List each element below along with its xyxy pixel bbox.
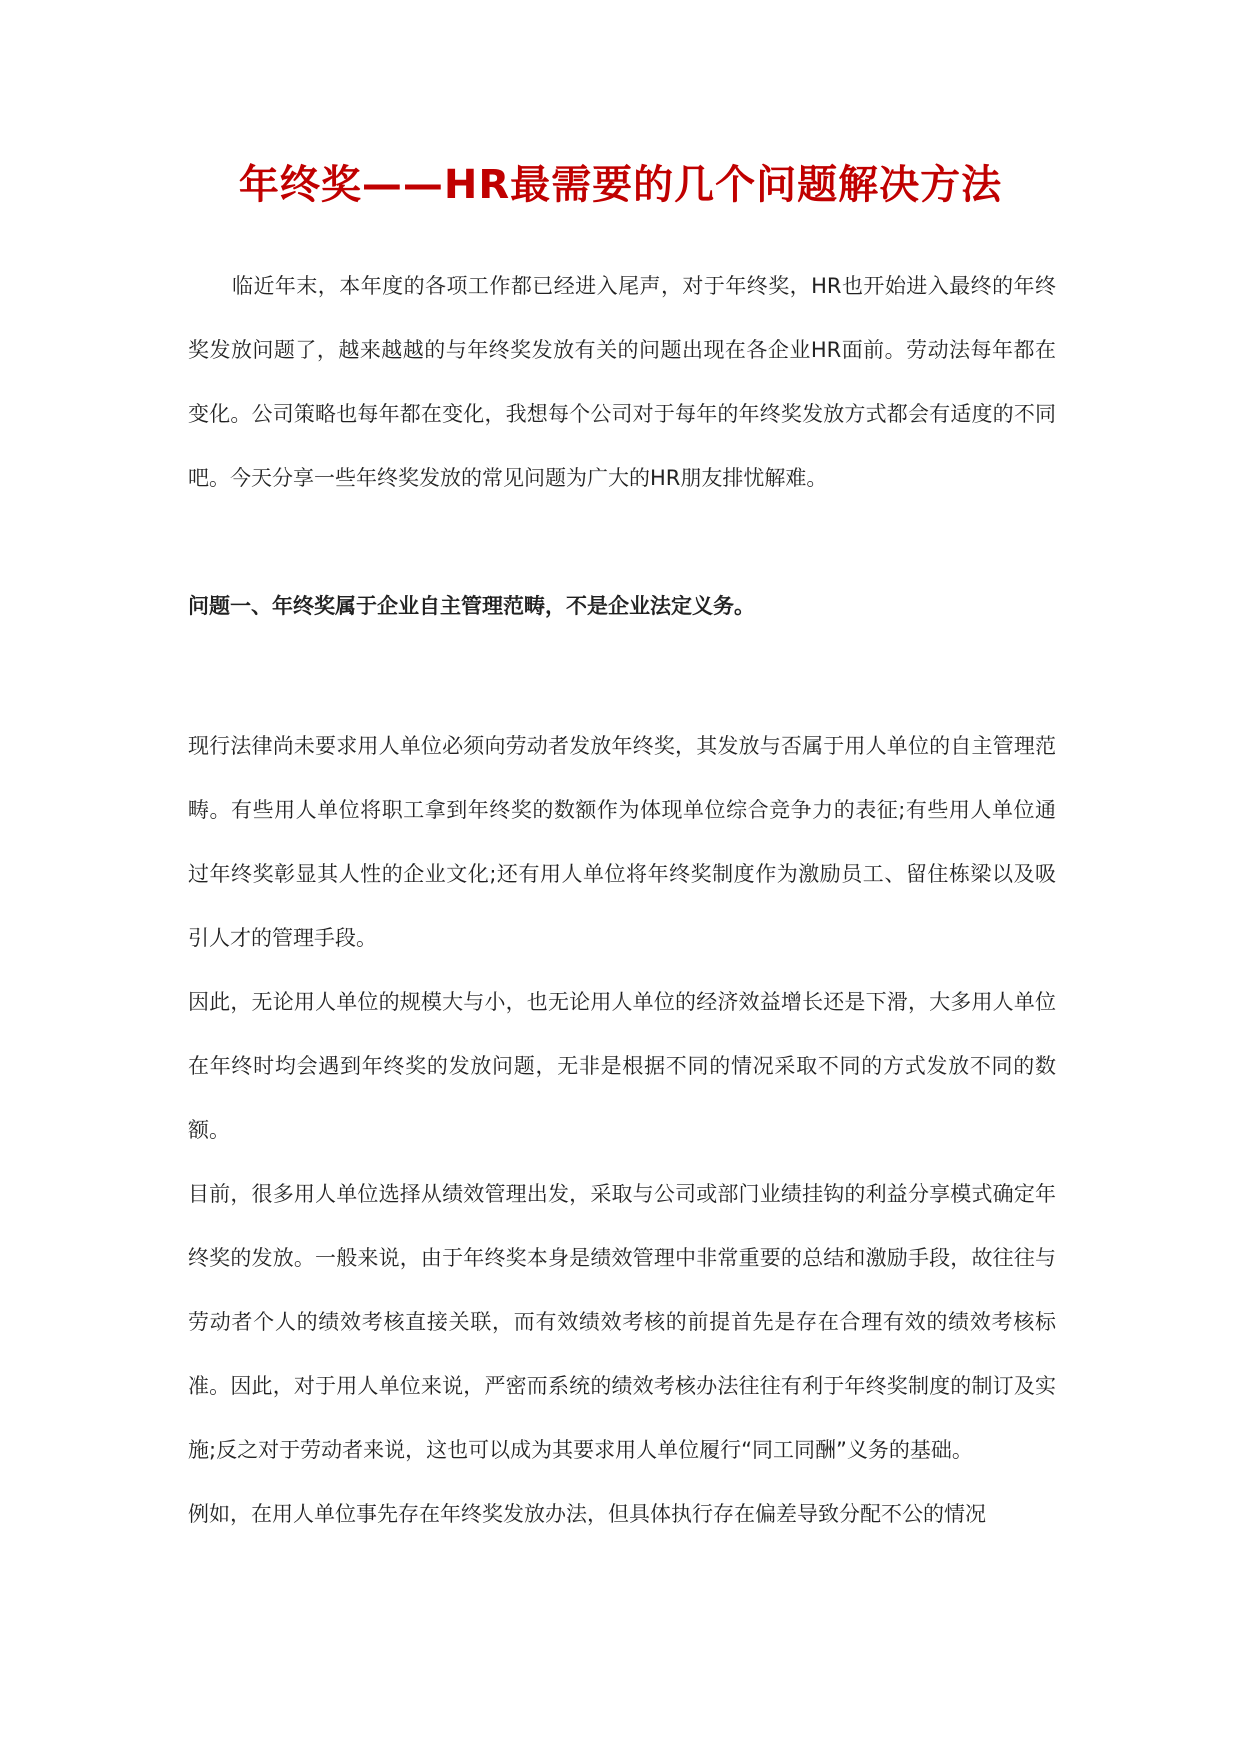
section-heading-1: 问题一、年终奖属于企业自主管理范畴，不是企业法定义务。 <box>188 594 755 618</box>
intro-paragraph: 临近年末，本年度的各项工作都已经进入尾声，对于年终奖，HR也开始进入最终的年终奖发放问题了，越来越越的与年终奖发放有关的问题出现在各企业HR面前。劳动法每年都在变化。公司策略也每年都在变化，我想每个公司对于每年的年终奖发放方式都会有适度的不同吧。今天分享一些年终奖发放的常见问题为广大的HR朋友排忧解难。 <box>188 274 1056 490</box>
body-paragraph-4: 例如，在用人单位事先存在年终奖发放办法，但具体执行存在偏差导致分配不公的情况 <box>188 1502 986 1526</box>
body-paragraph-2: 因此，无论用人单位的规模大与小，也无论用人单位的经济效益增长还是下滑，大多用人单位在年终时均会遇到年终奖的发放问题，无非是根据不同的情况采取不同的方式发放不同的数额。 <box>188 990 1056 1142</box>
section-body <box>188 714 1056 1546</box>
body-paragraph-1: 现行法律尚未要求用人单位必须向劳动者发放年终奖，其发放与否属于用人单位的自主管理范畴。有些用人单位将职工拿到年终奖的数额作为体现单位综合竞争力的表征;有些用人单位通过年终奖彰显其人性的企业文化;还有用人单位将年终奖制度作为激励员工、留住栋梁以及吸引人才的管理手段。 <box>188 734 1056 950</box>
body-paragraph-3: 目前，很多用人单位选择从绩效管理出发，采取与公司或部门业绩挂钩的利益分享模式确定年终奖的发放。一般来说，由于年终奖本身是绩效管理中非常重要的总结和激励手段，故往往与劳动者个人的绩效考核直接关联，而有效绩效考核的前提首先是存在合理有效的绩效考核标准。因此，对于用人单位来说，严密而系统的绩效考核办法往往有利于年终奖制度的制订及实施;反之对于劳动者来说，这也可以成为其要求用人单位履行“同工同酬”义务的基础。 <box>188 1182 1056 1462</box>
document-title: 年终奖——HR最需要的几个问题解决方法 <box>238 162 1003 208</box>
